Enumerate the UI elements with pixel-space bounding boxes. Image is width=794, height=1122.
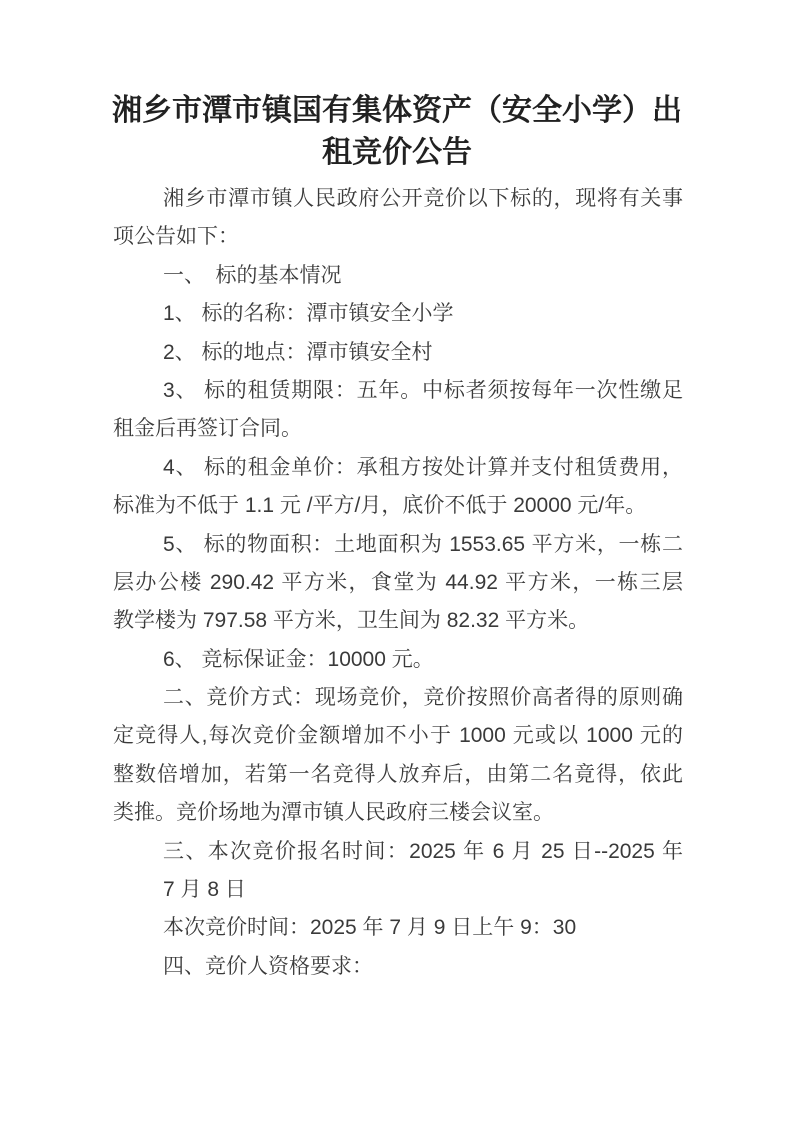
- document-line: 湘乡市潭市镇人民政府公开竞价以下标的，现将有关事: [163, 187, 683, 210]
- title-line: 租竞价公告: [322, 136, 472, 169]
- document-line: 项公告如下：: [113, 225, 239, 249]
- document-line: 6、 竞标保证金：10000 元。: [163, 647, 434, 671]
- document-line: 四、竞价人资格要求：: [163, 954, 373, 978]
- document-line: 定竞得人,每次竞价金额增加不小于 1000 元或以 1000 元的: [113, 724, 683, 748]
- document-line: 5、 标的物面积：土地面积为 1553.65 平方米，一栋二: [163, 532, 683, 556]
- document-line: 三、本次竞价报名时间：2025 年 6 月 25 日--2025 年: [163, 839, 683, 863]
- document-line: 一、 标的基本情况: [163, 263, 342, 287]
- document-body: [113, 180, 683, 986]
- document-line: 4、 标的租金单价：承租方按处计算并支付租赁费用，: [163, 455, 683, 479]
- document-line: 标准为不低于 1.1 元 /平方/月，底价不低于 20000 元/年。: [113, 494, 647, 518]
- document-title: [40, 90, 754, 174]
- document-line: 教学楼为 797.58 平方米，卫生间为 82.32 平方米。: [113, 609, 590, 633]
- document-line: 本次竞价时间：2025 年 7 月 9 日上午 9：30: [163, 916, 577, 940]
- document-line: 二、竞价方式：现场竞价，竞价按照价高者得的原则确: [163, 686, 683, 710]
- document-line: 层办公楼 290.42 平方米，食堂为 44.92 平方米，一栋三层: [113, 570, 683, 594]
- document-line: 7 月 8 日: [163, 878, 246, 902]
- document-line: 3、 标的租赁期限：五年。中标者须按每年一次性缴足: [163, 378, 683, 402]
- document-line: 类推。竞价场地为潭市镇人民政府三楼会议室。: [113, 801, 554, 825]
- document-line: 租金后再签订合同。: [113, 417, 302, 441]
- document-line: 1、 标的名称：潭市镇安全小学: [163, 302, 454, 326]
- document-line: 2、 标的地点：潭市镇安全村: [163, 340, 433, 364]
- document-line: 整数倍增加，若第一名竞得人放弃后，由第二名竟得，依此: [113, 762, 683, 786]
- title-line: 湘乡市潭市镇国有集体资产（安全小学）出: [112, 94, 682, 127]
